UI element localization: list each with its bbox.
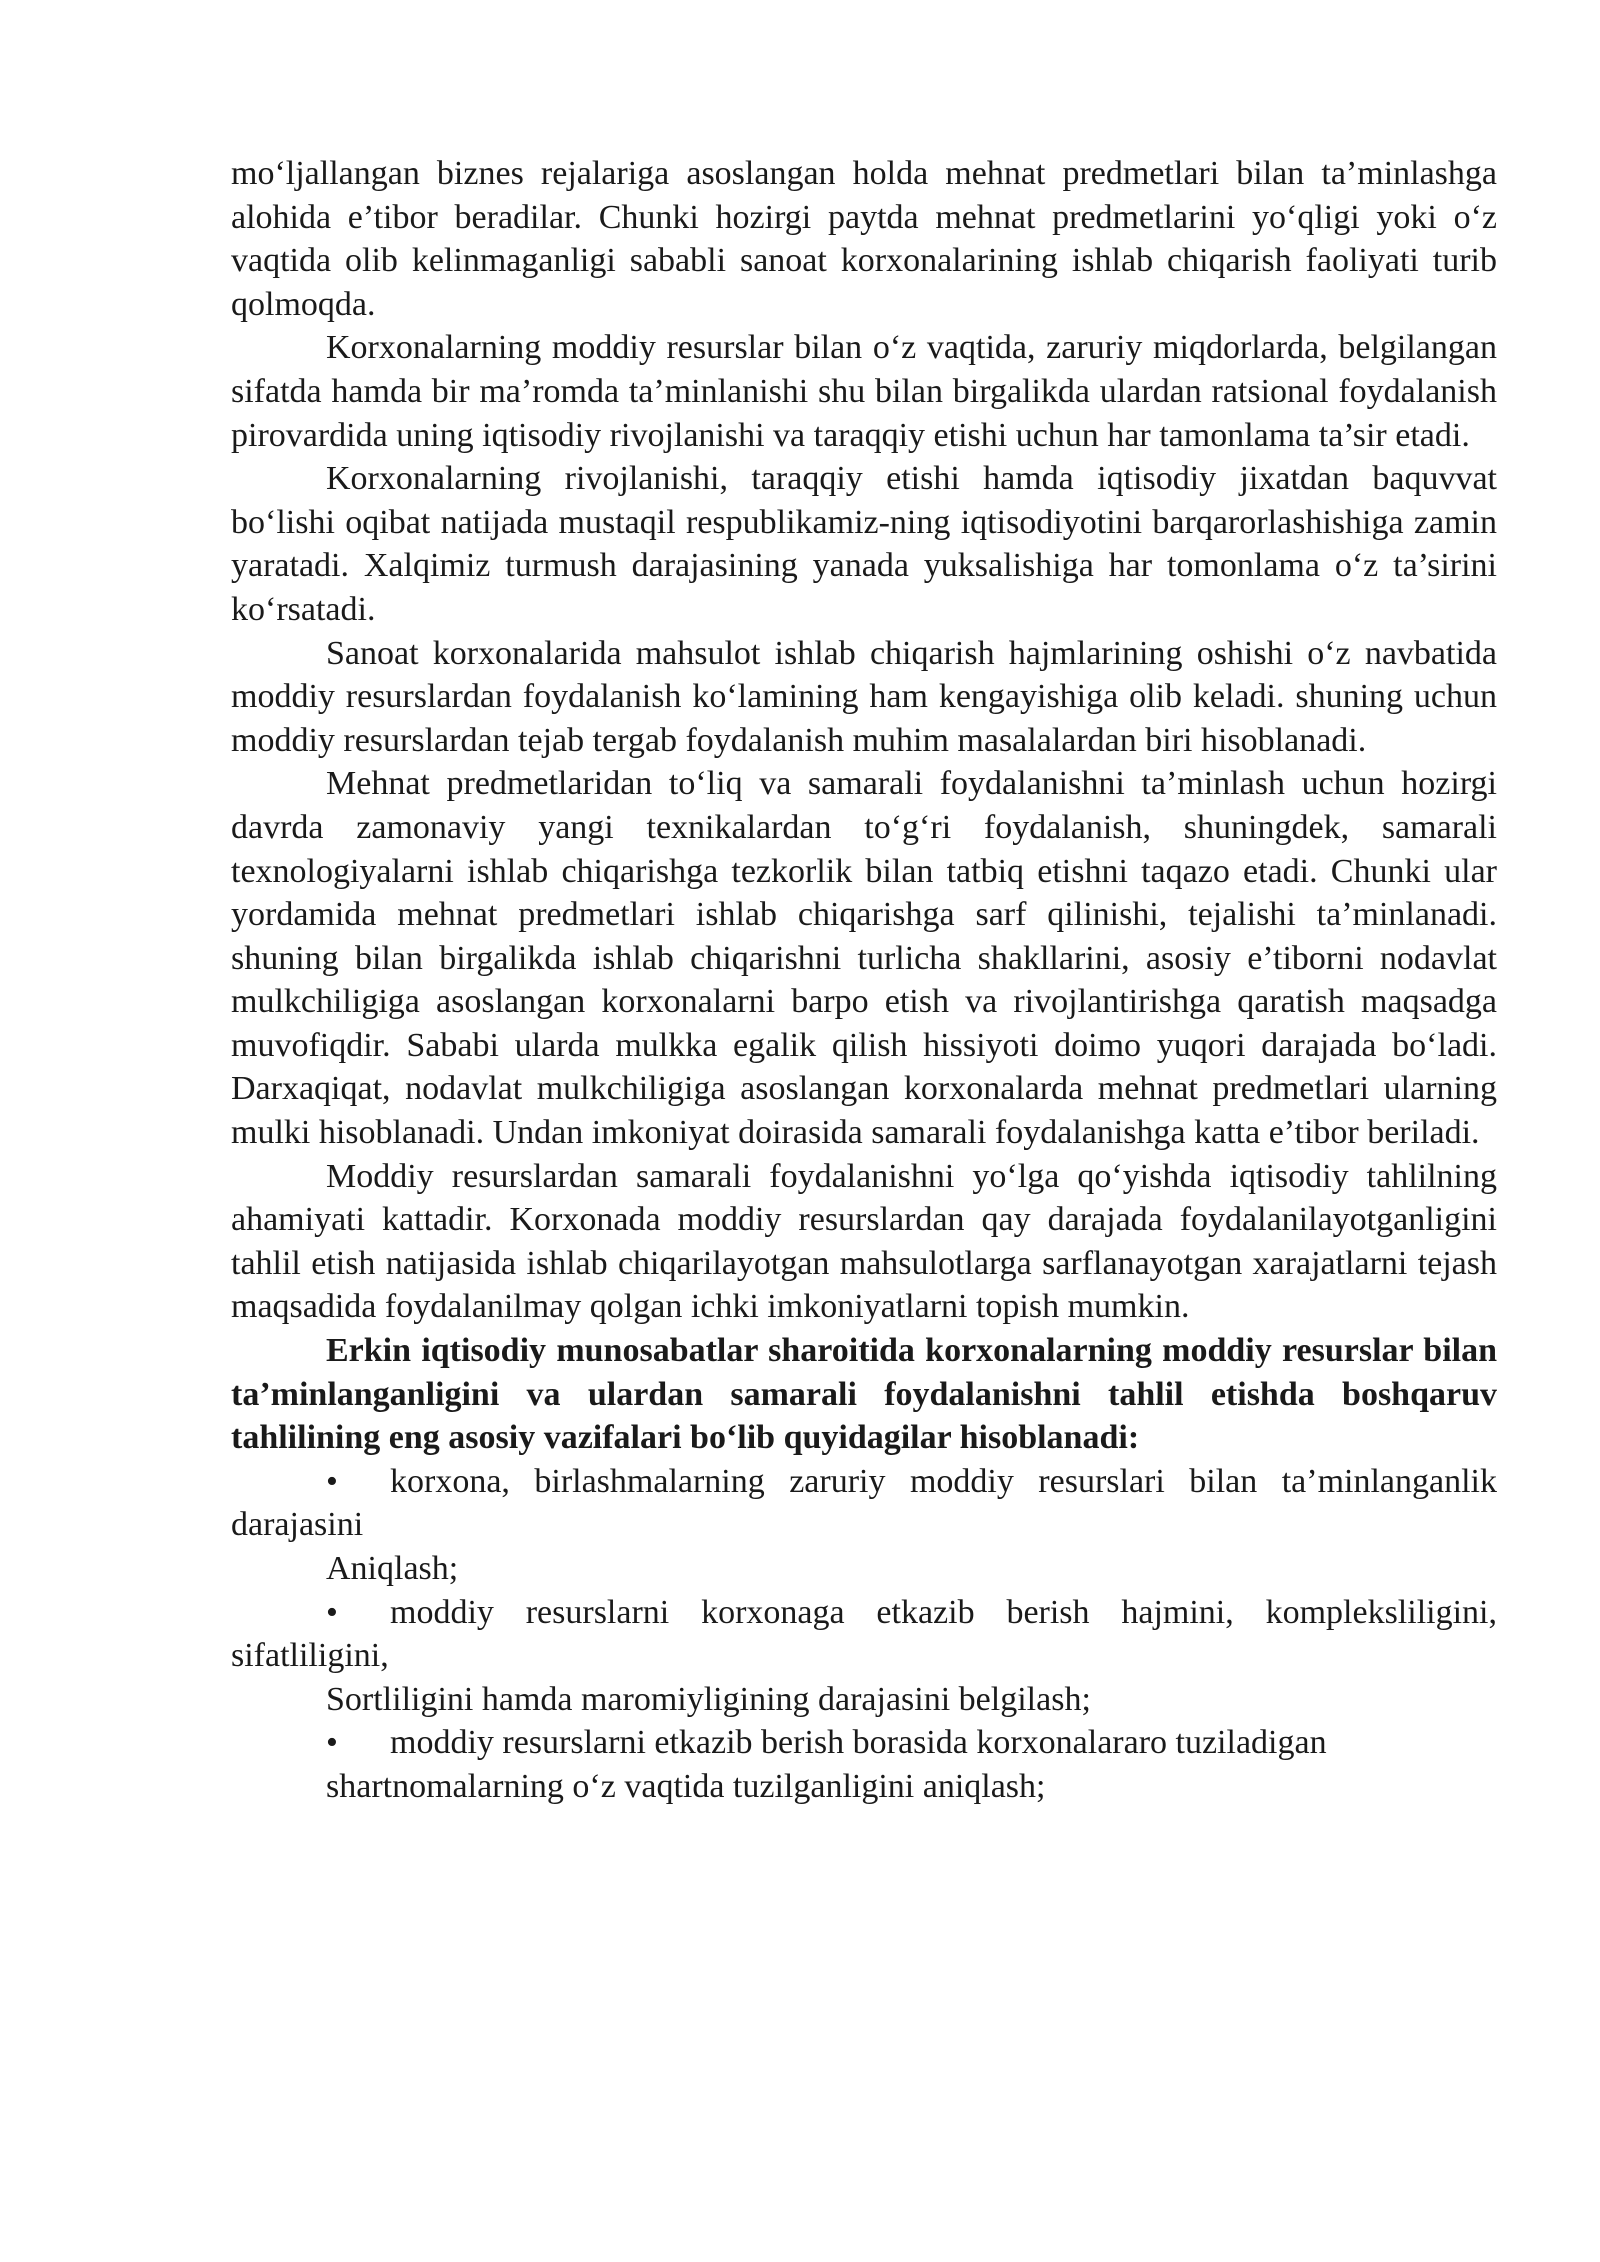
bullet-continuation: shartnomalarning o‘z vaqtida tuzilganligini aniqlash; (326, 1767, 1046, 1805)
paragraph: Moddiy resurslardan samarali foydalanishni yo‘lga qo‘yishda iqtisodiy tahlilning ahamiyati kattadir. Korxonada moddiy resurslardan qay darajada foydalanilayotganligini tahlil etish natijasida ishlab chiqarilayotgan mahsulotlarga sarflanayotgan xarajatlarni tejash maqsadida foydalanilmay qolgan ichki imkoniyatlarni topish mumkin. (231, 1157, 1497, 1326)
paragraph: Korxonalarning moddiy resurslar bilan o‘z vaqtida, zaruriy miqdorlarda, belgilangan sifatda hamda bir ma’romda ta’minlanishi shu bilan birgalikda ulardan ratsional foydalanish pirovardida uning iqtisodiy rivojlanishi va taraqqiy etishi uchun har tamonlama ta’sir etadi. (231, 329, 1497, 454)
bold-heading-paragraph: Erkin iqtisodiy munosabatlar sharoitida korxonalarning moddiy resurslar bilan ta’minlanganligini va ulardan samarali foydalanishni tahlil etishda boshqaruv tahlilining eng asosiy vazifalari bo‘lib quyidagilar hisoblanadi: (231, 1332, 1497, 1457)
paragraph: Sanoat korxonalarida mahsulot ishlab chiqarish hajmlarining oshishi o‘z navbatida moddiy resurslardan foydalanish ko‘lamining ham kengayishiga olib keladi. shuning uchun moddiy resurslardan tejab tergab foydalanish muhim masalalardan biri hisoblanadi. (231, 634, 1497, 759)
bullet-text: korxona, birlashmalarning zaruriy moddiy resurslari bilan ta’minlanganlik darajasini (231, 1462, 1497, 1544)
bullet-icon: • (326, 1593, 338, 1631)
bullet-continuation: Aniqlash; (326, 1550, 459, 1587)
bullet-icon: • (326, 1724, 338, 1762)
paragraph: Mehnat predmetlaridan to‘liq va samarali foydalanishni ta’minlash uchun hozirgi davrda zamonaviy yangi texnikalardan to‘g‘ri foydalanish, shuningdek, samarali texnologiyalarni ishlab chiqarishga tezkorlik bilan tatbiq etishni taqazo etadi. Chunki ular yordamida mehnat predmetlari ishlab chiqarishga sarf qilinishi, tejalishi ta’minlanadi. shuning bilan birgalikda ishlab chiqarishni turlicha shakllarini, asosiy e’tiborni nodavlat mulkchiligiga asoslangan korxonalarni barpo etish va rivojlantirishga qaratish maqsadga muvofiqdir. Sababi ularda mulkka egalik qilish hissiyoti doimo yuqori darajada bo‘ladi. Darxaqiqat, nodavlat mulkchiligiga asoslangan korxonalarda mehnat predmetlari ularning mulki hisoblanadi. Undan imkoniyat doirasida samarali foydalanishga katta e’tibor beriladi. (231, 765, 1497, 1152)
paragraph: Korxonalarning rivojlanishi, taraqqiy etishi hamda iqtisodiy jixatdan baquvvat bo‘lishi oqibat natijada mustaqil respublikamiz-ning iqtisodiyotini barqarorlashishiga zamin yaratadi. Xalqimiz turmush darajasining yanada yuksalishiga har tomonlama o‘z ta’sirini ko‘rsatadi. (231, 460, 1497, 628)
bullet-text: moddiy resurslarni etkazib berish borasida korxonalararo tuziladigan (390, 1724, 1327, 1762)
bullet-continuation: Sortliligini hamda maromiyligining darajasini belgilash; (326, 1680, 1091, 1718)
bullet-item (231, 1591, 1497, 1678)
paragraph-continued: mo‘ljallangan biznes rejalariga asoslangan holda mehnat predmetlari bilan ta’minlashga alohida e’tibor beradilar. Chunki hozirgi paytda mehnat predmetlarini yo‘qligi yoki o‘z vaqtida olib kelinmaganligi sababli sanoat korxonalarining ishlab chiqarish faoliyati turib qolmoqda. (231, 155, 1497, 323)
bullet-text: moddiy resurslarni korxonaga etkazib berish hajmini, kompleksliligini, sifatliligini, (231, 1593, 1497, 1675)
document-body (231, 152, 1497, 1809)
bullet-icon: • (326, 1462, 338, 1500)
bullet-item (231, 1721, 1497, 1765)
bullet-item (231, 1460, 1497, 1547)
